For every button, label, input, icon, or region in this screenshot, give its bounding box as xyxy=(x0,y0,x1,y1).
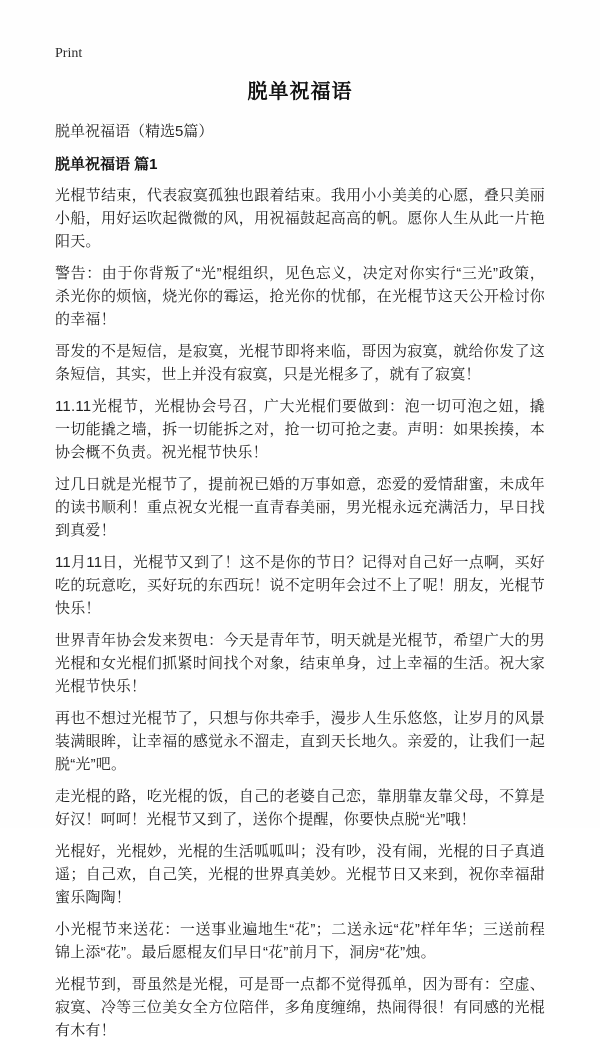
paragraph: 光棍节结束，代表寂寞孤独也跟着结束。我用小小美美的心愿，叠只美丽小船，用好运吹起微微的风，用祝福鼓起高高的帆。愿你人生从此一片艳阳天。 xyxy=(55,187,545,250)
paragraph: 小光棍节来送花：一送事业遍地生“花”；二送永远“花”样年华；三送前程锦上添“花”。最后愿棍友们早日“花”前月下，洞房“花”烛。 xyxy=(55,921,545,961)
paragraph: 11.11光棍节，光棍协会号召，广大光棍们要做到：泡一切可泡之妞，撬一切能撬之墙，拆一切能拆之对，抢一切可抢之妻。声明：如果挨揍，本协会概不负责。祝光棍节快乐！ xyxy=(55,398,545,461)
paragraph: 哥发的不是短信，是寂寞，光棍节即将来临，哥因为寂寞，就给你发了这条短信，其实，世上并没有寂寞，只是光棍多了，就有了寂寞！ xyxy=(55,343,545,383)
doc-subtitle: 脱单祝福语（精选5篇） xyxy=(55,123,214,140)
section-heading: 脱单祝福语 篇1 xyxy=(55,156,158,173)
paragraph: 再也不想过光棍节了，只想与你共牵手，漫步人生乐悠悠，让岁月的风景装满眼眸，让幸福的感觉永不溜走，直到天长地久。亲爱的，让我们一起脱“光”吧。 xyxy=(55,710,545,773)
paragraph: 过几日就是光棍节了，提前祝已婚的万事如意，恋爱的爱情甜蜜，未成年的读书顺利！重点祝女光棍一直青春美丽，男光棍永远充满活力，早日找到真爱！ xyxy=(55,476,545,539)
page-title: 脱单祝福语 xyxy=(247,81,353,103)
article-body xyxy=(55,184,545,1042)
paragraph: 警告：由于你背叛了“光”棍组织，见色忘义，决定对你实行“三光”政策，杀光你的烦恼，烧光你的霉运，抢光你的忧郁，在光棍节这天公开检讨你的幸福！ xyxy=(55,265,545,328)
paragraph: 世界青年协会发来贺电：今天是青年节，明天就是光棍节，希望广大的男光棍和女光棍们抓紧时间找个对象，结束单身，过上幸福的生活。祝大家光棍节快乐！ xyxy=(55,632,545,695)
paragraph: 光棍节到，哥虽然是光棍，可是哥一点都不觉得孤单，因为哥有：空虚、寂寞、冷等三位美女全方位陪伴，多角度缠绵，热闹得很！有同感的光棍有木有！ xyxy=(55,976,545,1039)
print-link[interactable]: Print xyxy=(55,46,83,61)
paragraph: 走光棍的路，吃光棍的饭，自己的老婆自己恋，靠朋靠友靠父母，不算是好汉！呵呵！光棍节又到了，送你个提醒，你要快点脱“光”哦！ xyxy=(55,788,545,828)
paragraph: 11月11日，光棍节又到了！这不是你的节日？记得对自己好一点啊，买好吃的玩意吃，买好玩的东西玩！说不定明年会过不上了呢！朋友，光棍节快乐！ xyxy=(55,554,545,617)
paragraph: 光棍好，光棍妙，光棍的生活呱呱叫；没有吵，没有闹，光棍的日子真逍遥；自己欢，自己笑，光棍的世界真美妙。光棍节日又来到，祝你幸福甜蜜乐陶陶！ xyxy=(55,843,545,906)
